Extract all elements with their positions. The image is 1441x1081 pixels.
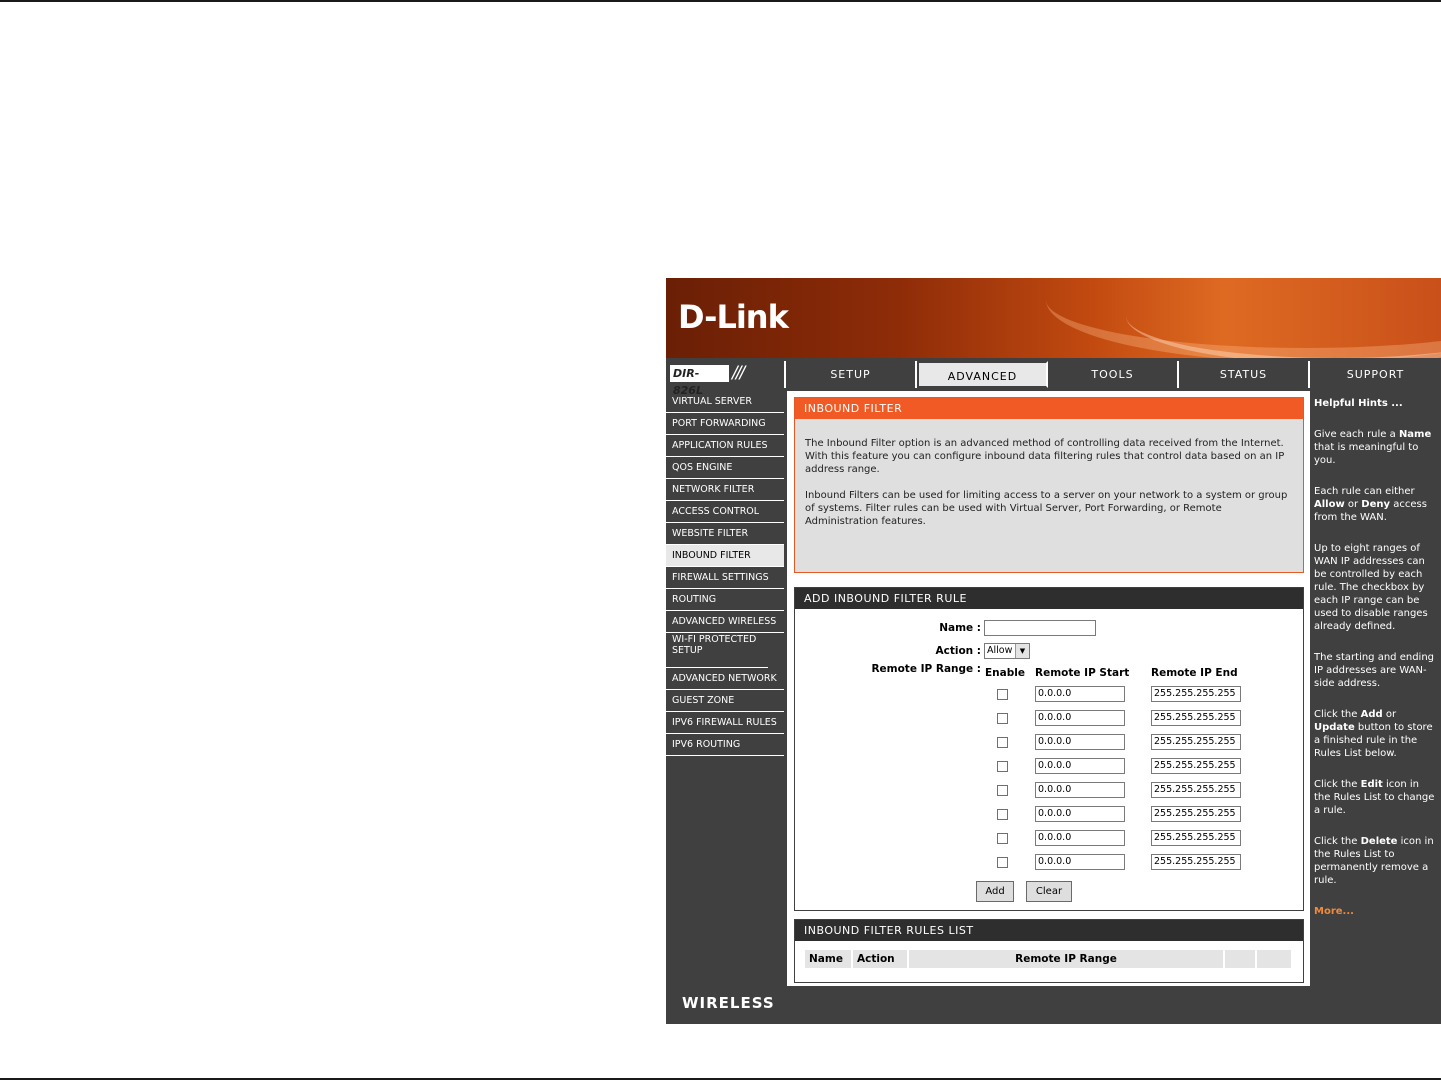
sidebar-item-advanced-network[interactable]: ADVANCED NETWORK — [666, 668, 784, 690]
remote-ip-end-field[interactable]: 255.255.255.255 — [1151, 782, 1241, 798]
range-enable-checkbox[interactable] — [997, 689, 1008, 700]
column-header-name: Name — [805, 950, 853, 968]
add-rule-section — [794, 587, 1304, 911]
more-link[interactable]: More... — [1314, 906, 1354, 917]
tab-status[interactable]: STATUS — [1179, 361, 1310, 388]
add-button[interactable]: Add — [976, 881, 1014, 902]
model-badge: DIR-826L — [670, 365, 729, 382]
hints-title: Helpful Hints ... — [1314, 398, 1403, 409]
router-ui — [666, 278, 1441, 1024]
action-select-value: Allow — [987, 645, 1013, 656]
hint-text: Give each rule a Name that is meaningful to you. — [1314, 429, 1432, 466]
sidebar-item-firewall-settings[interactable]: FIREWALL SETTINGS — [666, 567, 784, 589]
banner-swoosh — [1126, 278, 1441, 358]
hint-text: The starting and ending IP addresses are WAN-side address. — [1314, 652, 1435, 689]
remote-ip-start-field[interactable]: 0.0.0.0 — [1035, 734, 1125, 750]
intro-section — [794, 397, 1304, 573]
remote-ip-start-field[interactable]: 0.0.0.0 — [1035, 758, 1125, 774]
chevron-down-icon[interactable]: ▼ — [1015, 644, 1029, 658]
name-field[interactable] — [984, 620, 1096, 636]
sidebar-item-network-filter[interactable]: NETWORK FILTER — [666, 479, 784, 501]
remote-ip-start-field[interactable]: 0.0.0.0 — [1035, 782, 1125, 798]
intro-paragraph: The Inbound Filter option is an advanced method of controlling data received from the Internet. With this feature you can configure inbound data filtering rules that control data based on an IP address range. — [805, 438, 1285, 475]
range-enable-checkbox[interactable] — [997, 785, 1008, 796]
sidebar-item-inbound-filter[interactable]: INBOUND FILTER — [666, 545, 784, 567]
remote-ip-end-field[interactable]: 255.255.255.255 — [1151, 830, 1241, 846]
sidebar-item-port-forwarding[interactable]: PORT FORWARDING — [666, 413, 784, 435]
remote-ip-end-field[interactable]: 255.255.255.255 — [1151, 806, 1241, 822]
remote-ip-start-field[interactable]: 0.0.0.0 — [1035, 830, 1125, 846]
remote-ip-start-field[interactable]: 0.0.0.0 — [1035, 710, 1125, 726]
hint-text: Up to eight ranges of WAN IP addresses can be controlled by each rule. The checkbox by each IP range can be used to disable ranges already defined. — [1314, 543, 1428, 632]
page-bottom-rule — [0, 1078, 1441, 1080]
section-title: ADD INBOUND FILTER RULE — [795, 588, 1303, 609]
column-header-delete — [1257, 950, 1291, 968]
remote-ip-end-field[interactable]: 255.255.255.255 — [1151, 734, 1241, 750]
sidebar-item-access-control[interactable]: ACCESS CONTROL — [666, 501, 784, 523]
remote-ip-end-field[interactable]: 255.255.255.255 — [1151, 686, 1241, 702]
sidebar-item-virtual-server[interactable]: VIRTUAL SERVER — [666, 391, 784, 413]
sidebar-item-routing[interactable]: ROUTING — [666, 589, 784, 611]
tab-setup[interactable]: SETUP — [786, 361, 917, 388]
sidebar-item-website-filter[interactable]: WEBSITE FILTER — [666, 523, 784, 545]
sidebar-item-advanced-wireless[interactable]: ADVANCED WIRELESS — [666, 611, 784, 633]
hint-text: Each rule can either Allow or Deny access from the WAN. — [1314, 486, 1427, 523]
section-title: INBOUND FILTER — [795, 398, 1303, 419]
action-select[interactable] — [984, 643, 1030, 659]
helpful-hints — [1314, 391, 1436, 918]
main-content — [787, 391, 1310, 986]
page-top-rule — [0, 0, 1441, 2]
header-banner — [666, 278, 1441, 358]
section-title: INBOUND FILTER RULES LIST — [795, 920, 1303, 941]
intro-paragraph: Inbound Filters can be used for limiting access to a server on your network to a system or group of systems. Filter rules can be used with Virtual Server, Port Forwarding, or Remote Administration features. — [805, 490, 1288, 527]
sidebar-item-ipv6-firewall-rules[interactable]: IPV6 FIREWALL RULES — [666, 712, 784, 734]
sidebar-item-guest-zone[interactable]: GUEST ZONE — [666, 690, 784, 712]
range-enable-checkbox[interactable] — [997, 809, 1008, 820]
remote-ip-range-label: Remote IP Range : — [871, 663, 981, 675]
hint-text: Click the Delete icon in the Rules List to permanently remove a rule. — [1314, 836, 1434, 886]
range-enable-checkbox[interactable] — [997, 857, 1008, 868]
remote-ip-end-field[interactable]: 255.255.255.255 — [1151, 710, 1241, 726]
column-header-action: Action — [853, 950, 909, 968]
sidebar — [666, 391, 784, 756]
tab-tools[interactable]: TOOLS — [1048, 361, 1179, 388]
clear-button[interactable]: Clear — [1026, 881, 1072, 902]
sidebar-item-ipv6-routing[interactable]: IPV6 ROUTING — [666, 734, 784, 756]
slash-decoration: /// — [732, 363, 744, 383]
model-cell — [666, 361, 786, 397]
wireless-logo: WIRELESS — [682, 994, 775, 1012]
remote-ip-start-field[interactable]: 0.0.0.0 — [1035, 686, 1125, 702]
dlink-logo: D-Link — [678, 298, 788, 336]
range-enable-checkbox[interactable] — [997, 713, 1008, 724]
remote-ip-start-field[interactable]: 0.0.0.0 — [1035, 806, 1125, 822]
column-header-remote-ip-end: Remote IP End — [1151, 667, 1238, 679]
range-enable-checkbox[interactable] — [997, 833, 1008, 844]
hint-text: Click the Edit icon in the Rules List to change a rule. — [1314, 779, 1435, 816]
column-header-edit — [1225, 950, 1257, 968]
column-header-remote-ip-start: Remote IP Start — [1035, 667, 1130, 679]
remote-ip-end-field[interactable]: 255.255.255.255 — [1151, 854, 1241, 870]
sidebar-item-wifi-protected-setup[interactable]: WI-FI PROTECTED SETUP — [666, 633, 768, 668]
range-enable-checkbox[interactable] — [997, 737, 1008, 748]
sidebar-item-qos-engine[interactable]: QOS ENGINE — [666, 457, 784, 479]
column-header-remote-ip-range: Remote IP Range — [909, 950, 1225, 968]
tab-support[interactable]: SUPPORT — [1310, 361, 1441, 388]
remote-ip-start-field[interactable]: 0.0.0.0 — [1035, 854, 1125, 870]
range-enable-checkbox[interactable] — [997, 761, 1008, 772]
rules-list-section — [794, 919, 1304, 983]
rules-table-header — [805, 950, 1291, 968]
sidebar-item-application-rules[interactable]: APPLICATION RULES — [666, 435, 784, 457]
remote-ip-end-field[interactable]: 255.255.255.255 — [1151, 758, 1241, 774]
tab-advanced[interactable]: ADVANCED — [917, 361, 1048, 388]
name-label: Name : — [939, 622, 981, 634]
action-label: Action : — [935, 645, 981, 657]
hint-text: Click the Add or Update button to store a finished rule in the Rules List below. — [1314, 709, 1433, 759]
column-header-enable: Enable — [985, 667, 1025, 679]
